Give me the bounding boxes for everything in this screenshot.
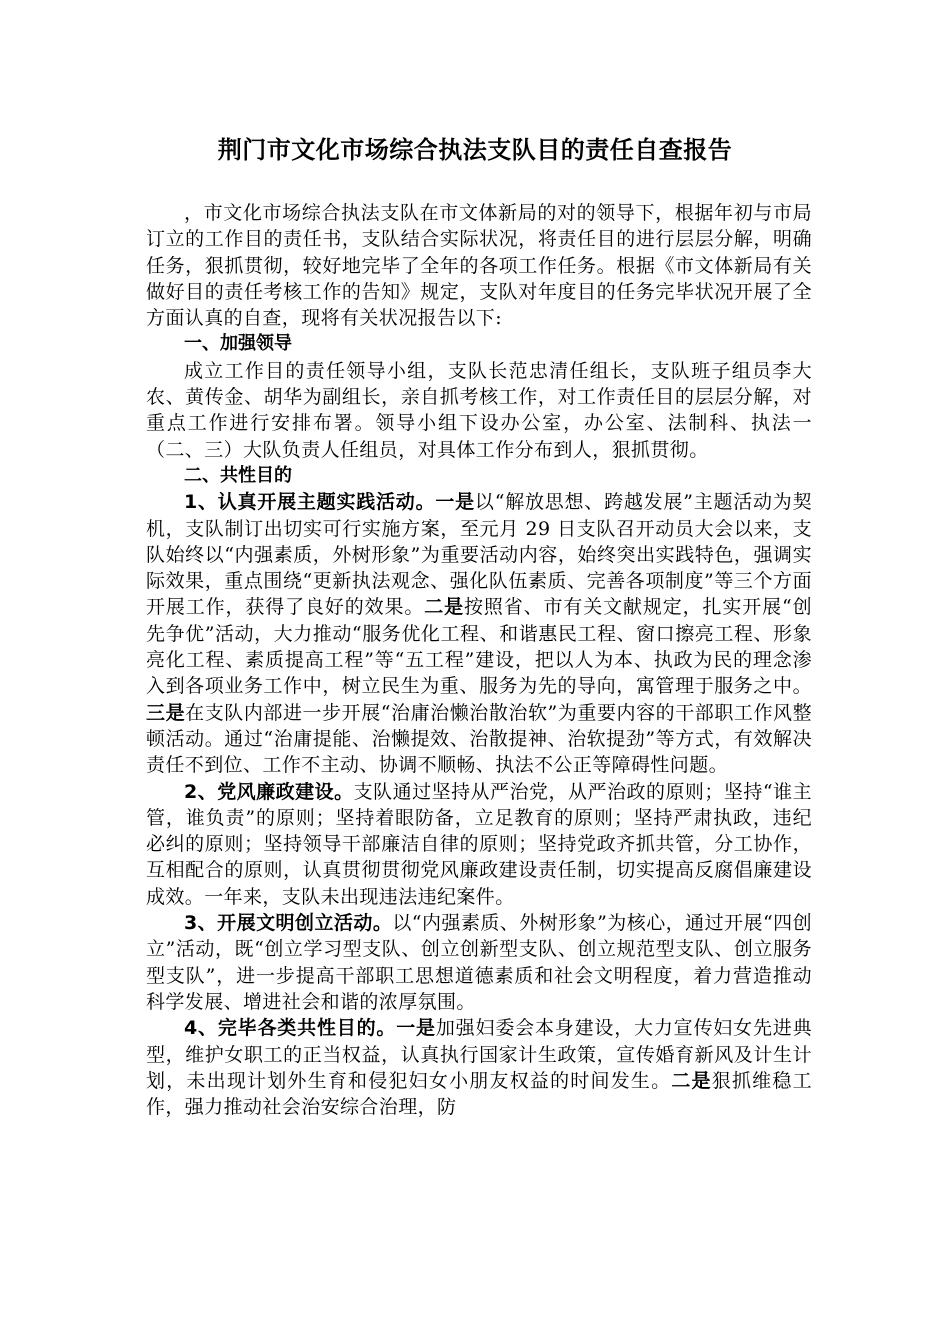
item-3-lead: 3、开展文明创立活动。: [184, 912, 393, 935]
section-heading-common-goals: 二、共性目的: [184, 464, 292, 486]
item-2-text: 支队通过坚持从严治党，从严治政的原则；坚持“谁主管，谁负责”的原则；坚持着眼防备，立足教育的原则；坚持严肃执政，违纪必纠的原则；坚持领导干部廉洁自律的原则；坚持党政齐抓共管，分工协作，互相配合的原则，认真贯彻贯彻党风廉政建设责任制，切实提高反腐倡廉建设成效。一年来，支队未出现违法违纪案件。: [146, 780, 812, 908]
page-title: 荆门市文化市场综合执法支队目的责任自查报告: [217, 136, 733, 164]
item-2-lead: 2、党风廉政建设。: [184, 780, 354, 803]
item-3-paragraph: [146, 910, 812, 1015]
leadership-paragraph: 成立工作目的责任领导小组，支队长范忠清任组长，支队班子组员李大农、黄传金、胡华为副组长，亲自抓考核工作，对工作责任目的层层分解，对重点工作进行安排布署。领导小组下设办公室，办公室、法制科、执法一（二、三）大队负责人任组员，对具体工作分布到人，狠抓贯彻。: [146, 359, 812, 461]
item-2-paragraph: [146, 779, 812, 910]
item-1-text-2: 按照省、市有关文献规定，扎实开展“创先争优”活动，大力推动“服务优化工程、和谐惠民工程、窗口擦亮工程、形象亮化工程、素质提高工程”等“五工程”建设，把以人为本、执政为民的理念渗入到各项业务工作中，树立民生为重、服务为先的导向，寓管理于服务之中。: [146, 596, 812, 698]
item-3-text: 以“内强素质、外树形象”为核心，通过开展“四创立”活动，既“创立学习型支队、创立创新型支队、创立规范型支队、创立服务型支队”，进一步提高干部职工思想道德素质和社会文明程度，着力营造推动科学发展、增进社会和谐的浓厚氛围。: [146, 912, 813, 1013]
item-1-mark-1: 一是: [435, 491, 475, 514]
item-1-text-1: 以“解放思想、跨越发展”主题活动为契机，支队制订出切实可行实施方案，至元月 29 日支队召开动员大会以来，支队始终以“内强素质，外树形象”为重要活动内容，始终突出实践特色，强调实际效果，重点围绕“更新执法观念、强化队伍素质、完善各项制度”等三个方面开展工作，获得了良好的效果。: [146, 491, 812, 619]
item-1-text-3: 在支队内部进一步开展“治庸治懒治散治软”为重要内容的干部职工作风整顿活动。通过“治庸提能、治懒提效、治散提神、治软提劲”等方式，有效解决责任不到位、工作不主动、协调不顺畅、执法不公正等障碍性问题。: [146, 701, 812, 777]
item-4-mark-2: 二是: [671, 1069, 712, 1092]
document-body: [146, 200, 812, 1120]
item-1-mark-2: 二是: [424, 596, 464, 619]
item-4-lead: 4、完毕各类共性目的。: [184, 1017, 397, 1040]
item-1-mark-3: 三是: [146, 701, 186, 724]
item-4-paragraph: [146, 1015, 812, 1120]
item-4-text-1: 加强妇委会本身建设，大力宣传妇女先进典型，维护女职工的正当权益，认真执行国家计生政策，宣传婚育新风及计生计划，未出现计划外生育和侵犯妇女小朋友权益的时间发生。: [146, 1017, 812, 1092]
item-1-paragraph: [146, 489, 812, 778]
item-1-lead: 1、认真开展主题实践活动。: [184, 491, 436, 514]
intro-paragraph: ，市文化市场综合执法支队在市文体新局的对的领导下，根据年初与市局订立的工作目的责任书，支队结合实际状况，将责任目的进行层层分解，明确任务，狠抓贯彻，较好地完毕了全年的各项工作任务。根据《市文体新局有关做好目的责任考核工作的告知》规定，支队对年度目的任务完毕状况开展了全方面认真的自查，现将有关状况报告以下:: [146, 202, 812, 330]
item-4-text-2: 狠抓维稳工作，强力推动社会治安综合治理，防: [146, 1069, 812, 1119]
item-4-mark-1: 一是: [396, 1017, 436, 1040]
section-heading-leadership: 一、加强领导: [184, 333, 292, 355]
